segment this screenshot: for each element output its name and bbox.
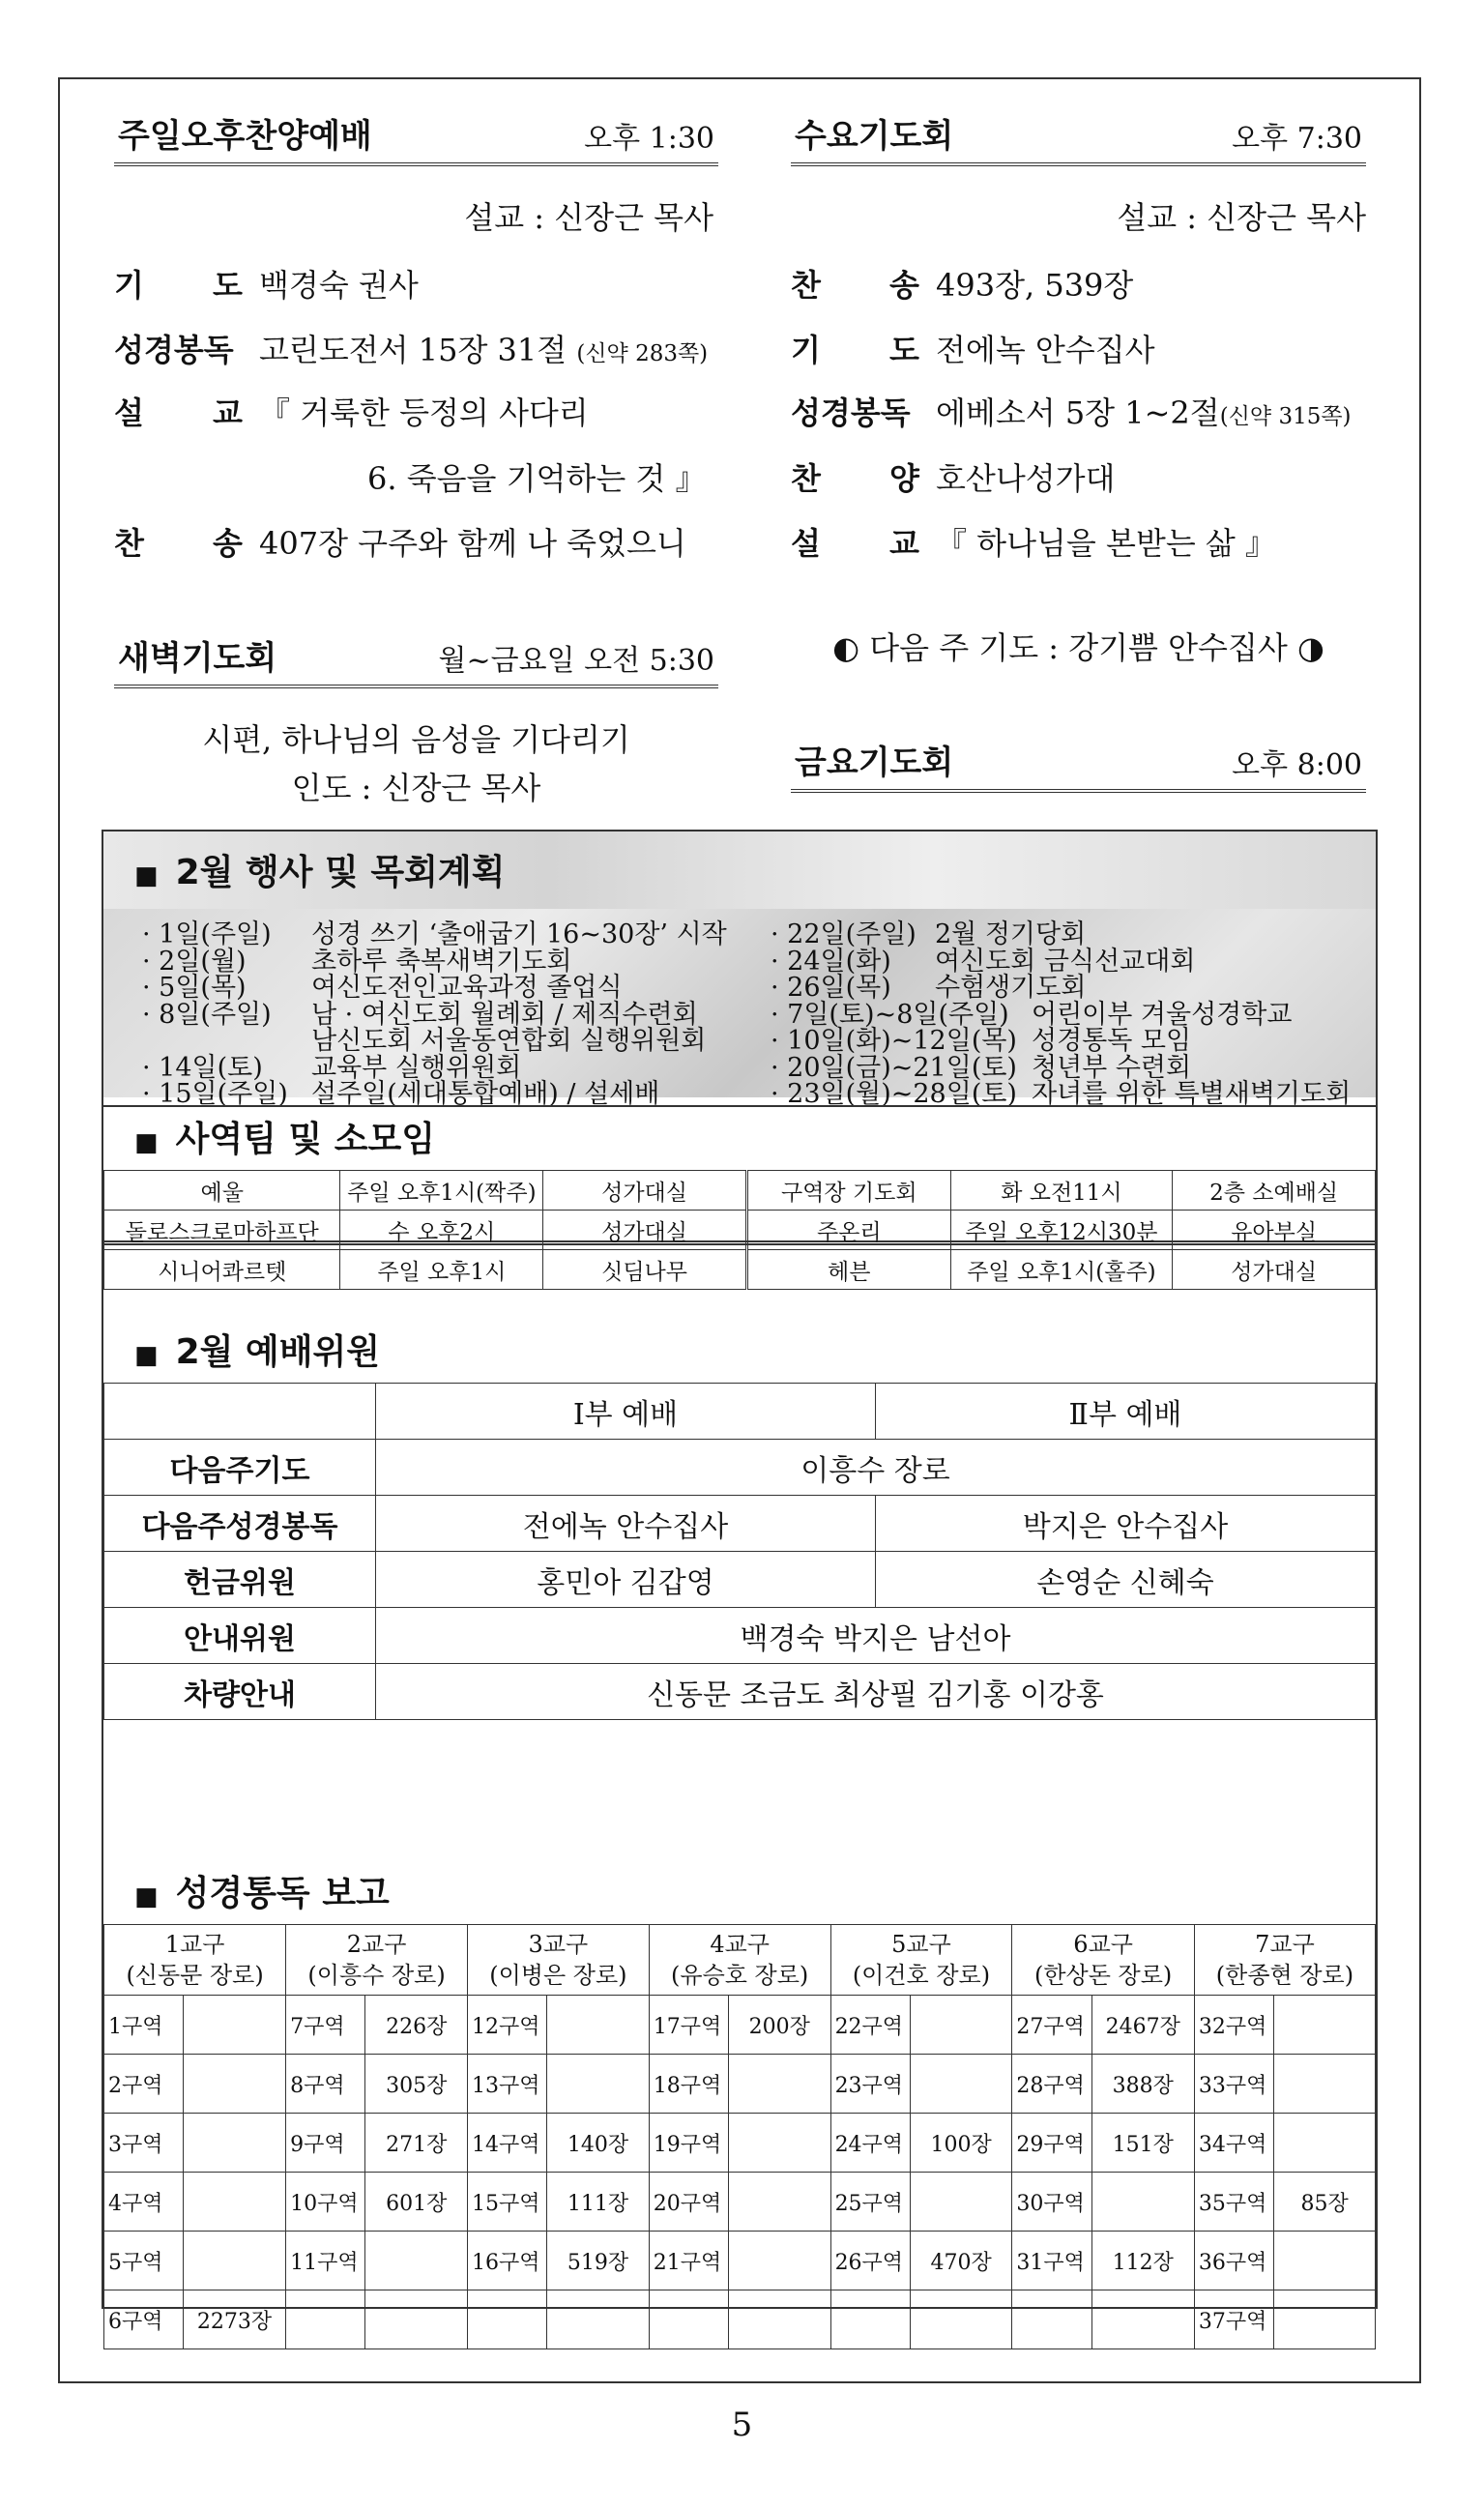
sa-row-reading: [114, 326, 708, 370]
ministry-cell: 싯딤나무: [543, 1250, 747, 1290]
bible-cell: 388장: [1091, 2055, 1194, 2114]
sa-row-hymn: [114, 519, 686, 564]
district-header: [1194, 1925, 1375, 1996]
ministry-cell: 헤븐: [746, 1250, 950, 1290]
ministry-cell: 주일 오후1시(홀주): [950, 1250, 1173, 1290]
wed-sermon-value: 『 하나님을 본받는 삶 』: [936, 525, 1276, 562]
event-text: 교육부 실행위원회: [311, 1052, 522, 1083]
bible-cell: [547, 2290, 650, 2349]
bible-cell: 10구역: [286, 2173, 365, 2232]
event-date: · 26일(목): [771, 973, 891, 1003]
bible-cell: 36구역: [1194, 2232, 1273, 2290]
bible-cell: [467, 2290, 546, 2349]
ministry-cell: 시니어콰르텟: [104, 1250, 340, 1290]
bible-cell: 34구역: [1194, 2114, 1273, 2173]
bible-cell: 31구역: [1012, 2232, 1091, 2290]
event-date: · 1일(주일): [142, 919, 272, 949]
wed-row-sermon: [791, 519, 1276, 564]
event-text: 여신도회 금식선교대회: [935, 946, 1196, 977]
info-box: [102, 830, 1378, 2334]
sa-reading-value: 고린도전서 15장 31절: [259, 332, 567, 368]
wed-sermon-label: 설 교: [791, 525, 948, 562]
wed-row-reading: [791, 389, 1352, 433]
bible-cell: 112장: [1091, 2232, 1194, 2290]
sa-row-sermon2: [367, 454, 707, 499]
bible-cell: 305장: [365, 2055, 468, 2114]
event-text: 성경 쓰기 ‘출애굽기 16~30장’ 시작: [311, 919, 727, 949]
event-date: · 2일(월): [142, 946, 247, 977]
ministry-cell: 2층 소예배실: [1173, 1171, 1376, 1211]
bible-cell: 23구역: [830, 2055, 910, 2114]
wed-reading-note: (신약 315쪽): [1219, 404, 1352, 429]
ministry-cell: 수 오후2시: [340, 1211, 543, 1250]
sa-prayer-value: 백경숙 권사: [259, 267, 419, 304]
ministry-cell: 성가대실: [543, 1171, 747, 1211]
bible-cell: 140장: [547, 2114, 650, 2173]
event-text: 초하루 축복새벽기도회: [311, 946, 572, 977]
bible-cell: [1091, 2290, 1194, 2349]
bible-cell: [365, 2232, 468, 2290]
bible-cell: [649, 2290, 728, 2349]
event-date: · 22일(주일): [771, 919, 917, 949]
next-prayer-label: 다음주기도: [104, 1440, 376, 1496]
ministry-cell: 성가대실: [543, 1211, 747, 1250]
event-date: · 7일(토)~8일(주일): [771, 999, 1009, 1030]
bible-cell: 14구역: [467, 2114, 546, 2173]
bible-cell: [910, 2290, 1012, 2349]
ministry-row: [104, 1211, 1376, 1250]
district-leader: (신동문 장로): [126, 1962, 264, 1989]
bible-cell: 601장: [365, 2173, 468, 2232]
ministry-cell: 돌로스크로마하프단: [104, 1211, 340, 1250]
bible-cell: 17구역: [649, 1996, 728, 2055]
wed-row-praise: [791, 454, 1115, 499]
bible-cell: 151장: [1091, 2114, 1194, 2173]
bible-cell: [183, 2055, 285, 2114]
district-leader: (한상돈 장로): [1033, 1962, 1173, 1989]
events-panel: [103, 909, 1376, 1109]
event-text: 청년부 수련회: [1032, 1052, 1192, 1083]
district-leader: (이건호 장로): [852, 1962, 991, 1989]
bible-cell: 2구역: [104, 2055, 184, 2114]
wed-praise-value: 호산나성가대: [936, 460, 1116, 497]
event-text: 자녀를 위한 특별새벽기도회: [1032, 1079, 1352, 1109]
event-text: 남 · 여신도회 월례회 / 제직수련회: [311, 999, 698, 1030]
bible-cell: 2467장: [1091, 1996, 1194, 2055]
event-date: · 24일(화): [771, 946, 891, 977]
sunday-afternoon-title: 주일오후찬양예배: [118, 117, 372, 156]
bible-cell: 111장: [547, 2173, 650, 2232]
event-text: 2월 정기당회: [935, 919, 1087, 949]
sunday-afternoon-preacher: 설교 : 신장근 목사: [464, 199, 713, 236]
sunday-afternoon-header: [114, 108, 718, 166]
wed-prayer-label: 기 도: [791, 332, 948, 368]
bible-cell: 2273장: [183, 2290, 285, 2349]
bible-cell: [1274, 2290, 1376, 2349]
offering-v2: 손영순 신혜숙: [875, 1552, 1375, 1608]
event-date: · 8일(주일): [142, 999, 272, 1030]
bible-cell: 24구역: [830, 2114, 910, 2173]
bible-cell: 9구역: [286, 2114, 365, 2173]
ministry-row: [104, 1250, 1376, 1290]
ministry-cell: 유아부실: [1173, 1211, 1376, 1250]
wed-reading-label: 성경봉독: [791, 394, 911, 431]
bible-row: [104, 1996, 1376, 2055]
bible-cell: 8구역: [286, 2055, 365, 2114]
parking-value: 신동문 조금도 최상필 김기홍 이강홍: [376, 1664, 1376, 1720]
district-leader: (이병은 장로): [489, 1962, 627, 1989]
bible-cell: [183, 2114, 285, 2173]
wed-praise-label: 찬 양: [791, 460, 948, 497]
event-text: 어린이부 겨울성경학교: [1032, 999, 1293, 1030]
bible-cell: [365, 2290, 468, 2349]
friday-title: 금요기도회: [795, 744, 954, 782]
bible-cell: 3구역: [104, 2114, 184, 2173]
sa-hymn-label: 찬 송: [114, 525, 272, 562]
bible-cell: 29구역: [1012, 2114, 1091, 2173]
ministry-cell: 주일 오후1시: [340, 1250, 543, 1290]
worship-col2: Ⅱ부 예배: [875, 1384, 1375, 1440]
worship-col1: Ⅰ부 예배: [376, 1384, 876, 1440]
bible-header: ■ 성경통독 보고: [134, 1874, 390, 1913]
sunday-afternoon-time: 오후 1:30: [584, 122, 714, 156]
wed-hymn-label: 찬 송: [791, 267, 948, 304]
usher-label: 안내위원: [104, 1608, 376, 1664]
wednesday-header: [791, 108, 1366, 166]
wed-prayer-value: 전에녹 안수집사: [936, 332, 1155, 368]
ministry-cell: 주일 오후12시30분: [950, 1211, 1173, 1250]
bible-cell: 37구역: [1194, 2290, 1273, 2349]
bible-row: [104, 2290, 1376, 2349]
parking-label: 차량안내: [104, 1664, 376, 1720]
sa-reading-note: (신약 283쪽): [576, 341, 709, 366]
district-name: 5교구: [891, 1931, 951, 1958]
bible-row: [104, 2114, 1376, 2173]
ministry-row: [104, 1171, 1376, 1211]
events-title: 2월 행사 및 목회계획: [175, 853, 506, 892]
bible-cell: 32구역: [1194, 1996, 1273, 2055]
bible-cell: [729, 2173, 831, 2232]
district-leader: (한종현 장로): [1215, 1962, 1354, 1989]
offering-label: 헌금위원: [104, 1552, 376, 1608]
event-text: 남신도회 서울동연합회 실행위원회: [311, 1026, 707, 1056]
bible-row: [104, 2055, 1376, 2114]
bible-cell: 16구역: [467, 2232, 546, 2290]
event-date: · 20일(금)~21일(토): [771, 1052, 1017, 1083]
wednesday-preacher: 설교 : 신장근 목사: [1117, 199, 1366, 236]
bible-cell: [547, 1996, 650, 2055]
usher-value: 백경숙 박지은 남선아: [376, 1608, 1376, 1664]
district-name: 6교구: [1073, 1931, 1133, 1958]
ministry-title: 사역팀 및 소모임: [175, 1120, 436, 1159]
event-date: · 15일(주일): [142, 1079, 288, 1109]
bible-cell: 22구역: [830, 1996, 910, 2055]
bible-cell: [183, 2232, 285, 2290]
wed-hymn-value: 493장, 539장: [936, 267, 1134, 304]
event-text: 설주일(세대통합예배) / 설세배: [311, 1079, 660, 1109]
event-date: · 14일(토): [142, 1052, 263, 1083]
bible-cell: 6구역: [104, 2290, 184, 2349]
bible-cell: 4구역: [104, 2173, 184, 2232]
bible-row: [104, 2232, 1376, 2290]
district-leader: (이흥수 장로): [307, 1962, 446, 1989]
bible-cell: [1274, 2055, 1376, 2114]
dawn-header: [114, 630, 718, 688]
district-name: 4교구: [710, 1931, 770, 1958]
bible-cell: 226장: [365, 1996, 468, 2055]
bible-cell: 5구역: [104, 2232, 184, 2290]
ministry-cell: 주온리: [746, 1211, 950, 1250]
bible-cell: [729, 2290, 831, 2349]
district-header: [104, 1925, 286, 1996]
sa-sermon-value: 『 거룩한 등정의 사다리: [259, 394, 589, 431]
district-name: 2교구: [346, 1931, 407, 1958]
bible-cell: 26구역: [830, 2232, 910, 2290]
bible-cell: 200장: [729, 1996, 831, 2055]
event-text: 성경통독 모임: [1032, 1026, 1192, 1056]
next-reading-label: 다음주성경봉독: [104, 1496, 376, 1552]
wednesday-title: 수요기도회: [795, 117, 954, 156]
bible-cell: [910, 2173, 1012, 2232]
bible-cell: [729, 2114, 831, 2173]
event-text: 여신도전인교육과정 졸업식: [311, 973, 623, 1003]
district-name: 3교구: [528, 1931, 589, 1958]
dawn-title: 새벽기도회: [118, 639, 277, 678]
page-number: 5: [731, 2406, 753, 2444]
bible-cell: [830, 2290, 910, 2349]
bible-cell: 18구역: [649, 2055, 728, 2114]
bible-cell: 519장: [547, 2232, 650, 2290]
bible-cell: 1구역: [104, 1996, 184, 2055]
sa-sermon-label: 설 교: [114, 394, 272, 431]
district-header: [1012, 1925, 1195, 1996]
worship-table: [103, 1383, 1376, 1720]
bible-cell: [183, 1996, 285, 2055]
bible-cell: 19구역: [649, 2114, 728, 2173]
sa-prayer-label: 기 도: [114, 267, 272, 304]
wed-next-prayer: ◐ 다음 주 기도 : 강기쁨 안수집사 ◑: [832, 629, 1324, 666]
bible-cell: 30구역: [1012, 2173, 1091, 2232]
bible-cell: 470장: [910, 2232, 1012, 2290]
district-header: [830, 1925, 1012, 1996]
wed-reading-value: 에베소서 5장 1~2절: [936, 394, 1220, 431]
worship-title: 2월 예배위원: [175, 1332, 381, 1372]
bible-row: [104, 2173, 1376, 2232]
sa-hymn-value: 407장 구주와 함께 나 죽었으니: [259, 525, 686, 562]
bible-cell: [547, 2055, 650, 2114]
bible-cell: 15구역: [467, 2173, 546, 2232]
bible-cell: 27구역: [1012, 1996, 1091, 2055]
bible-cell: 25구역: [830, 2173, 910, 2232]
worship-header: ■ 2월 예배위원: [134, 1332, 381, 1372]
bible-table: [103, 1924, 1376, 2349]
event-date: · 5일(목): [142, 973, 247, 1003]
offering-v1: 홍민아 김갑영: [376, 1552, 876, 1608]
bible-cell: [729, 2232, 831, 2290]
sa-row-prayer: [114, 261, 419, 306]
events-header: ■ 2월 행사 및 목회계획: [134, 853, 506, 892]
district-header: [286, 1925, 468, 1996]
district-name: 7교구: [1255, 1931, 1315, 1958]
bible-cell: [910, 2055, 1012, 2114]
dawn-time: 월~금요일 오전 5:30: [438, 644, 714, 678]
district-name: 1교구: [164, 1931, 225, 1958]
bible-cell: [1274, 2114, 1376, 2173]
bible-cell: [910, 1996, 1012, 2055]
dawn-line1: 시편, 하나님의 음성을 기다리기: [202, 721, 630, 758]
bible-cell: 271장: [365, 2114, 468, 2173]
bible-cell: 35구역: [1194, 2173, 1273, 2232]
bible-cell: 13구역: [467, 2055, 546, 2114]
sa-row-sermon: [114, 389, 589, 433]
bible-cell: 11구역: [286, 2232, 365, 2290]
friday-time: 오후 8:00: [1232, 748, 1362, 782]
bible-cell: 7구역: [286, 1996, 365, 2055]
next-reading-v1: 전에녹 안수집사: [376, 1496, 876, 1552]
bible-cell: 100장: [910, 2114, 1012, 2173]
bible-cell: [183, 2173, 285, 2232]
event-text: 수험생기도회: [935, 973, 1087, 1003]
district-header: [467, 1925, 649, 1996]
bible-cell: 20구역: [649, 2173, 728, 2232]
dawn-line2: 인도 : 신장근 목사: [291, 770, 541, 806]
bible-cell: [1274, 2232, 1376, 2290]
friday-header: [791, 735, 1366, 793]
ministry-cell: 구역장 기도회: [746, 1171, 950, 1211]
bible-cell: 28구역: [1012, 2055, 1091, 2114]
wed-row-prayer: [791, 326, 1155, 370]
event-date: · 10일(화)~12일(목): [771, 1026, 1017, 1056]
bible-cell: [729, 2055, 831, 2114]
ministry-table: [103, 1170, 1376, 1290]
ministry-header: ■ 사역팀 및 소모임: [134, 1120, 436, 1159]
bible-cell: 12구역: [467, 1996, 546, 2055]
sa-sermon-value2: 6. 죽음을 기억하는 것 』: [367, 460, 707, 497]
wednesday-time: 오후 7:30: [1232, 122, 1362, 156]
district-header: [649, 1925, 830, 1996]
bible-cell: 21구역: [649, 2232, 728, 2290]
event-date: · 23일(월)~28일(토): [771, 1079, 1017, 1109]
ministry-cell: 주일 오후1시(짝주): [340, 1171, 543, 1211]
bible-cell: [286, 2290, 365, 2349]
bible-cell: 33구역: [1194, 2055, 1273, 2114]
bible-cell: [1274, 1996, 1376, 2055]
district-leader: (유승호 장로): [671, 1962, 809, 1989]
ministry-cell: 화 오전11시: [950, 1171, 1173, 1211]
wed-row-hymn: [791, 261, 1133, 306]
next-reading-v2: 박지은 안수집사: [875, 1496, 1375, 1552]
bible-title: 성경통독 보고: [175, 1874, 390, 1913]
ministry-cell: 성가대실: [1173, 1250, 1376, 1290]
next-prayer-value: 이흥수 장로: [376, 1440, 1376, 1496]
sa-reading-label: 성경봉독: [114, 332, 234, 368]
bible-cell: [1091, 2173, 1194, 2232]
bible-cell: [1012, 2290, 1091, 2349]
bible-cell: 85장: [1274, 2173, 1376, 2232]
ministry-cell: 예울: [104, 1171, 340, 1211]
